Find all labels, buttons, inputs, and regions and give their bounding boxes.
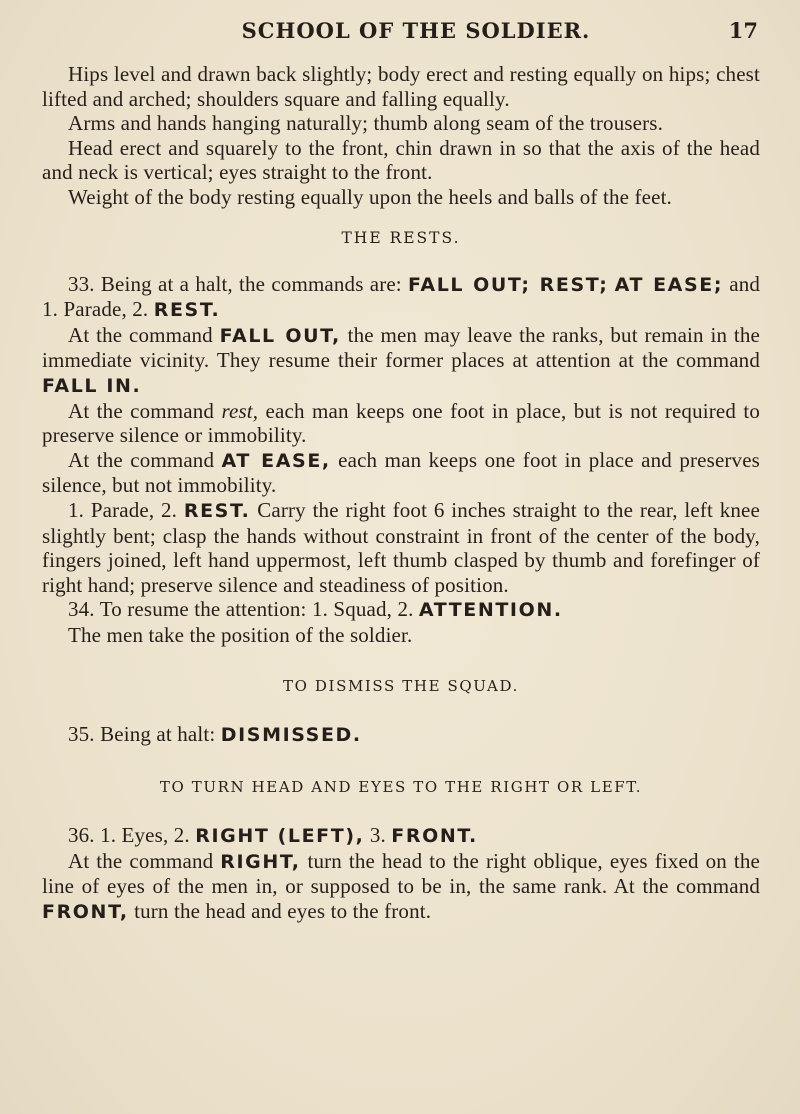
running-title: SCHOOL OF THE SOLDIER. — [241, 18, 591, 43]
p8-text-a: 1. Parade, 2. — [68, 497, 184, 522]
p10-command-right: RIGHT, — [220, 850, 301, 873]
paragraph-fall-out — [42, 323, 760, 399]
p5-command-fall-in: FALL IN. — [42, 374, 142, 397]
paragraph-weight: Weight of the body resting equally upon the heels and balls of the feet. — [68, 184, 672, 209]
paragraph-34 — [42, 597, 760, 623]
p8-text-b: Carry the right foot 6 inches straight to the rear, left knee slightly bent; clasp the hands without constraint in front of the center of the body, fingers joined, left hand uppermost, left thumb clasped by thumb and forefinger of right hand; preserve silence and steadiness of position. — [42, 497, 760, 597]
p33-text-a: 33. Being at a halt, the commands are: — [68, 271, 408, 296]
p10-command-front: FRONT, — [42, 900, 129, 923]
paragraph-head: Head erect and squarely to the front, chin drawn in so that the axis of the head and neck is vertical; eyes straight to the front. — [42, 135, 760, 185]
p7-text-b: each man keeps one foot in place and preserves silence, but not immobility. — [42, 447, 760, 498]
paragraph-at-ease — [42, 448, 760, 498]
p33-command-at-ease: AT EASE; — [614, 273, 724, 296]
p6-italic-rest: rest, — [221, 398, 259, 423]
p33-command-fall-out-rest: FALL OUT; REST; — [408, 273, 609, 296]
p36-command-front: FRONT. — [391, 825, 478, 848]
paragraph-parade-rest — [42, 498, 760, 597]
p36-command-right-left: RIGHT (LEFT), — [195, 825, 365, 848]
p33-command-rest: REST. — [153, 299, 221, 322]
paragraph-arms: Arms and hands hanging naturally; thumb along seam of the trousers. — [68, 111, 664, 136]
p10-text-b: turn the head to the right oblique, eyes fixed on the line of eyes of the men in, or supposed to be in, the same rank. At the command — [42, 848, 761, 899]
p10-text-c: turn the head and eyes to the front. — [128, 898, 432, 923]
p6-text-b: each man keeps one foot in place, but is not required to preserve silence or immobility. — [42, 398, 761, 448]
running-head — [42, 18, 760, 52]
paragraph-33 — [42, 272, 760, 323]
p33-text-c: and 1. Parade, 2. — [42, 271, 761, 322]
heading-turn-head-eyes: TO TURN HEAD AND EYES TO THE RIGHT OR LEFT. — [159, 778, 643, 797]
paragraph-position-of-soldier: The men take the position of the soldier. — [68, 622, 413, 647]
p35-command-dismissed: DISMISSED. — [220, 724, 362, 747]
paragraph-hips: Hips level and drawn back slightly; body erect and resting equally on hips; chest lifted and arched; shoulders square and falling equally. — [42, 62, 760, 111]
p5-text-b: the men may leave the ranks, but remain in the immediate vicinity. They resume their former places at attention at the command — [42, 322, 760, 373]
heading-the-rests: THE RESTS. — [341, 228, 461, 247]
page-number: 17 — [728, 18, 758, 43]
p34-text-a: 34. To resume the attention: 1. Squad, 2. — [68, 597, 419, 622]
p36-text-a: 36. 1. Eyes, 2. — [68, 823, 196, 848]
p6-text-a: At the command — [68, 398, 222, 423]
heading-dismiss-squad: TO DISMISS THE SQUAD. — [283, 677, 519, 696]
p5-command-fall-out: FALL OUT, — [219, 324, 341, 347]
p7-text-a: At the command — [68, 447, 222, 472]
p34-command-attention: ATTENTION. — [418, 599, 563, 622]
p35-text-a: 35. Being at halt: — [68, 722, 221, 747]
p7-command-at-ease: AT EASE, — [221, 449, 331, 472]
p36-text-b: 3. — [364, 823, 392, 848]
paragraph-eyes-right — [42, 849, 760, 925]
p8-command-rest: REST. — [183, 499, 251, 522]
paragraph-36 — [42, 823, 760, 849]
paragraph-rest — [42, 399, 760, 448]
p10-text-a: At the command — [68, 848, 221, 873]
p5-text-a: At the command — [68, 322, 220, 347]
paragraph-35 — [42, 722, 760, 748]
